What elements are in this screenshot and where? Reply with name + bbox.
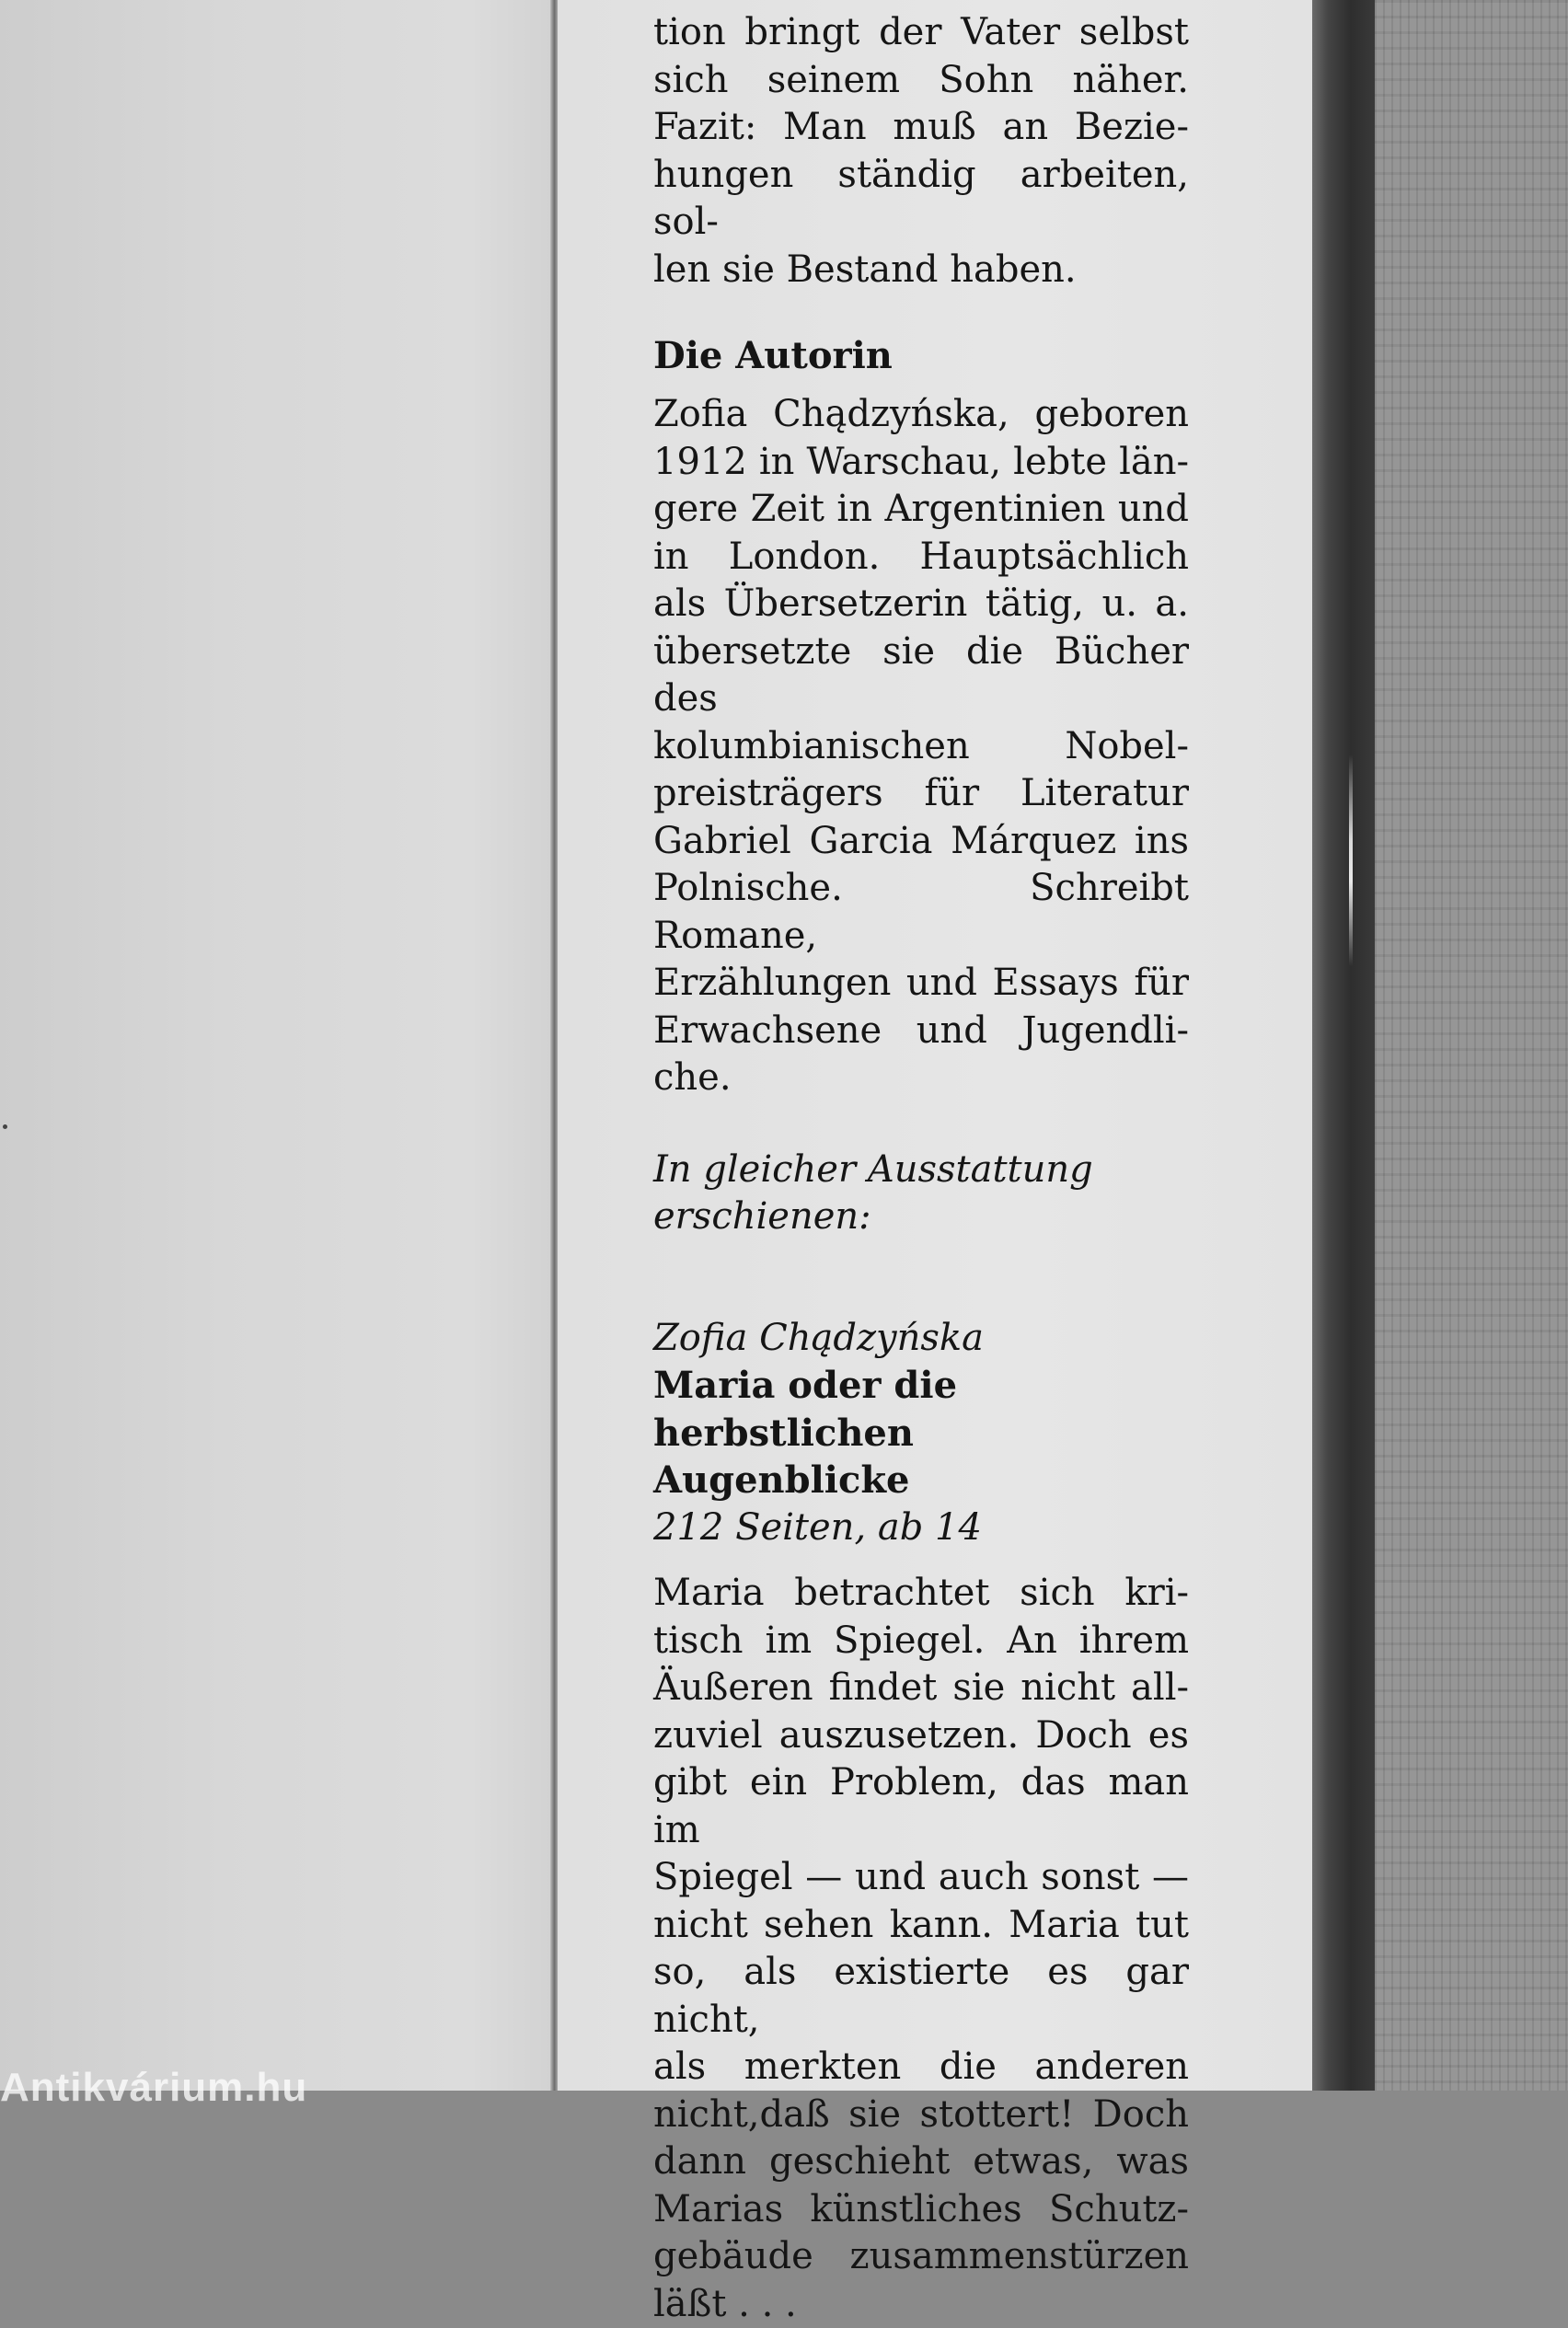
text-line: gere Zeit in Argentinien und xyxy=(653,486,1189,534)
book-entry xyxy=(653,1315,1189,2328)
book-author: Zofia Chądzyńska xyxy=(653,1315,1189,1363)
text-line: übersetzte sie die Bücher des xyxy=(653,628,1189,723)
text-line: als merkten die anderen xyxy=(653,2044,1189,2092)
text-line: gebäude zusammenstürzen xyxy=(653,2233,1189,2281)
text-line: Erzählungen und Essays für xyxy=(653,960,1189,1008)
text-line: Marias künstliches Schutz- xyxy=(653,2186,1189,2234)
text-line: kolumbianischen Nobel- xyxy=(653,723,1189,771)
text-line: erschienen: xyxy=(653,1193,1189,1241)
text-line: Gabriel Garcia Márquez ins xyxy=(653,818,1189,866)
wooden-surface xyxy=(1375,0,1568,2091)
text-line: preisträgers für Literatur xyxy=(653,770,1189,818)
text-line: 1912 in Warschau, lebte län- xyxy=(653,439,1189,487)
text-line: als Übersetzerin tätig, u. a. xyxy=(653,581,1189,628)
flap-text xyxy=(653,9,1189,2328)
text-line: Äußeren findet sie nicht all- xyxy=(653,1665,1189,1712)
watermark: Antikvárium.hu xyxy=(0,2065,307,2111)
series-note xyxy=(653,1147,1189,1241)
text-line: tisch im Spiegel. An ihrem xyxy=(653,1618,1189,1665)
text-line: len sie Bestand haben. xyxy=(653,247,1189,294)
cover-edge-highlight xyxy=(1349,755,1353,966)
left-page xyxy=(0,0,552,2091)
text-line: che. xyxy=(653,1055,1189,1102)
author-heading: Die Autorin xyxy=(653,330,1189,382)
paper-speck xyxy=(3,1124,7,1129)
text-line: Zofia Chądzyńska, geboren xyxy=(653,391,1189,439)
text-line: dann geschieht etwas, was xyxy=(653,2138,1189,2186)
text-line: Polnische. Schreibt Romane, xyxy=(653,865,1189,960)
text-line: gibt ein Problem, das man im xyxy=(653,1759,1189,1854)
text-line: nicht,daß sie stottert! Doch xyxy=(653,2092,1189,2139)
text-line: Fazit: Man muß an Bezie- xyxy=(653,104,1189,152)
text-line: läßt . . . xyxy=(653,2281,1189,2328)
book-details: 212 Seiten, ab 14 xyxy=(653,1504,1189,1552)
text-line: so, als existierte es gar nicht, xyxy=(653,1949,1189,2044)
author-bio xyxy=(653,391,1189,1102)
text-line: nicht sehen kann. Maria tut xyxy=(653,1902,1189,1950)
book-description xyxy=(653,1570,1189,2328)
text-line: Erwachsene und Jugendli- xyxy=(653,1008,1189,1055)
text-line: Spiegel — und auch sonst — xyxy=(653,1854,1189,1902)
book-title-line: Maria oder die herbstlichen xyxy=(653,1362,1189,1457)
text-line: zuviel auszusetzen. Doch es xyxy=(653,1712,1189,1760)
text-line: sich seinem Sohn näher. xyxy=(653,57,1189,105)
book-title-line: Augenblicke xyxy=(653,1457,1189,1504)
text-line: tion bringt der Vater selbst xyxy=(653,9,1189,57)
text-line: In gleicher Ausstattung xyxy=(653,1147,1189,1194)
text-line: in London. Hauptsächlich xyxy=(653,534,1189,582)
intro-paragraph xyxy=(653,9,1189,294)
text-line: Maria betrachtet sich kri- xyxy=(653,1570,1189,1618)
text-line: hungen ständig arbeiten, sol- xyxy=(653,152,1189,247)
cover-edge xyxy=(1312,0,1377,2091)
